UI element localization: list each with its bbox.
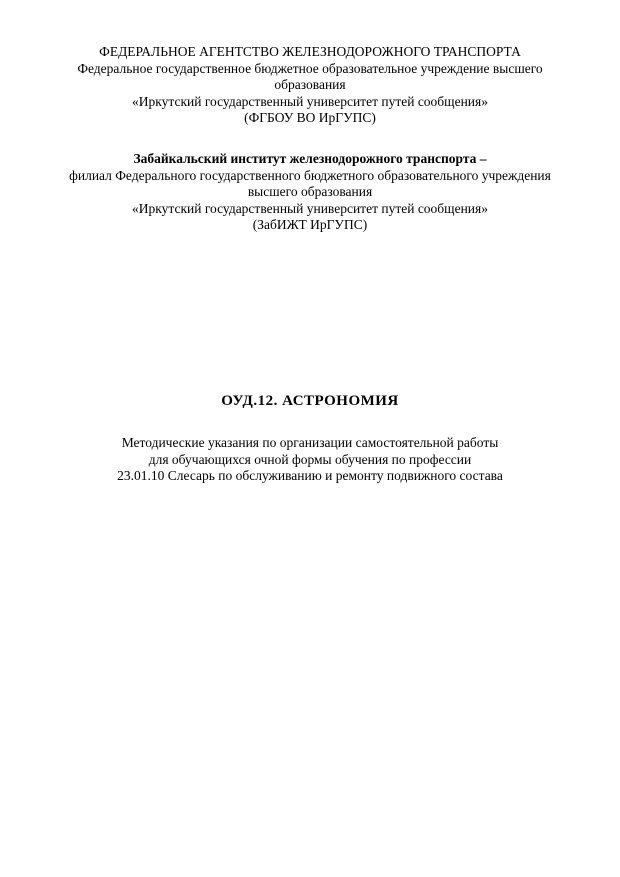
institution-type-line-1: Федеральное государственное бюджетное образовательное учреждение высшего (77, 60, 543, 76)
subtitle-line-1: Методические указания по организации самостоятельной работы (121, 435, 499, 450)
subtitle-line-2: для обучающихся очной формы обучения по профессии (148, 451, 472, 467)
institution-type-line-2: образования (274, 77, 346, 93)
institute-name-line: Забайкальский институт железнодорожного транспорта – (133, 151, 487, 166)
institute-block (30, 151, 590, 234)
university-name-line: «Иркутский государственный университет путей сообщения» (132, 93, 488, 109)
university-abbreviation-line: (ФГБОУ ВО ИрГУПС) (244, 110, 376, 126)
institute-branch-line-1: филиал Федерального государственного бюджетного образовательного учреждения (69, 167, 551, 183)
agency-name-line: ФЕДЕРАЛЬНОЕ АГЕНТСТВО ЖЕЛЕЗНОДОРОЖНОГО ТРАНСПОРТА (99, 44, 521, 59)
federal-agency-block (30, 44, 590, 127)
institute-branch-line-2: высшего образования (247, 184, 373, 200)
institute-abbreviation-line: (ЗабИЖТ ИрГУПС) (252, 217, 368, 233)
subtitle-line-3: 23.01.10 Слесарь по обслуживанию и ремонту подвижного состава (117, 468, 503, 484)
title-block (30, 392, 590, 411)
document-title: ОУД.12. АСТРОНОМИЯ (221, 393, 399, 409)
subtitle-block (30, 435, 590, 485)
institute-university-line: «Иркутский государственный университет путей сообщения» (132, 200, 488, 216)
